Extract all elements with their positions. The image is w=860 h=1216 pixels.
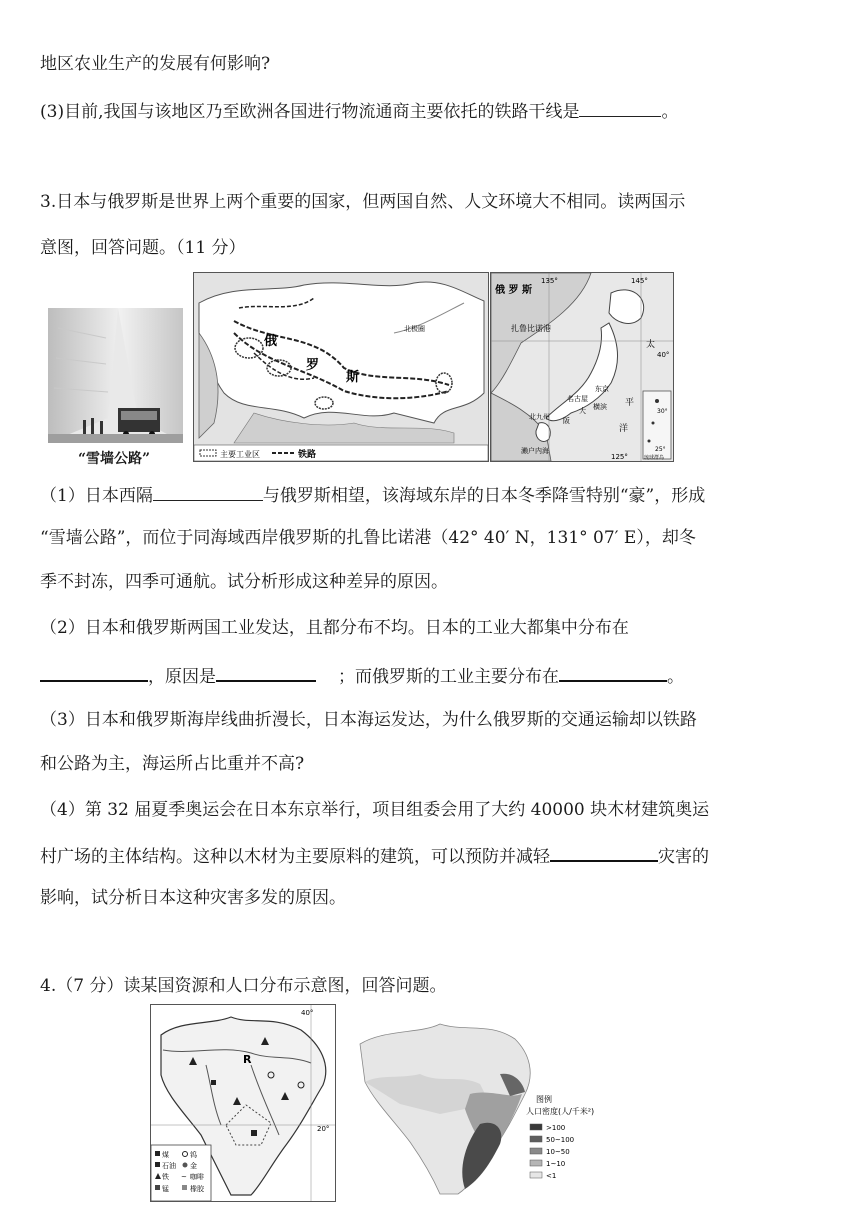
svg-text:~: ~	[181, 1173, 187, 1181]
question-3-part-2-cont	[40, 662, 684, 689]
question-3-part-3: （3）日本和俄罗斯海岸线曲折漫长，日本海运发达，为什么俄罗斯的交通运输却以铁路	[40, 710, 697, 730]
text-segment: 。	[667, 667, 684, 687]
map-label: 斯	[346, 370, 360, 385]
russia-map	[193, 272, 489, 462]
inset-label: 琉球群岛	[644, 455, 665, 461]
text-segment: 与俄罗斯相望，该海域东岸的日本冬季降雪特别“豪”，形成	[262, 486, 706, 506]
population-density-drawing	[340, 1004, 610, 1200]
text-segment: ，原因是	[148, 667, 216, 687]
legend-industry-label: 主要工业区	[220, 450, 260, 459]
legend-item: 金	[190, 1162, 197, 1170]
snow-wall-caption: “雪墙公路”	[78, 451, 151, 467]
answer-blank[interactable]	[559, 662, 667, 682]
brazil-resource-drawing	[151, 1005, 335, 1201]
answer-blank[interactable]	[153, 482, 263, 501]
text-segment: （1）日本西隔	[40, 486, 153, 506]
question-3-subquestion	[40, 98, 678, 124]
question-3-title: 3.日本与俄罗斯是世界上两个重要的国家，但两国自然、人文环境大不相同。读两国示	[40, 192, 686, 212]
text-line: “雪墙公路”，而位于同海域西岸俄罗斯的扎鲁比诺港（42° 40′ N，131° 07′ E），却冬	[40, 528, 696, 548]
answer-blank[interactable]	[579, 98, 661, 117]
map-label: 俄	[264, 334, 278, 349]
legend-item: 咖啡	[190, 1173, 204, 1181]
map-label: 横滨	[593, 403, 607, 411]
density-swatch	[530, 1148, 542, 1154]
legend-item: 煤	[162, 1151, 169, 1159]
density-swatch	[530, 1124, 542, 1130]
latitude-label: 20°	[317, 1125, 330, 1133]
text-segment: 灾害的	[658, 847, 709, 867]
arctic-circle-label: 北极圈	[404, 325, 425, 333]
density-legend-subtitle: 人口密度(人/千米²)	[526, 1107, 595, 1116]
longitude-label: 40°	[301, 1009, 314, 1017]
map-label: 罗	[306, 358, 320, 373]
map-label: 大	[579, 407, 586, 415]
legend-item: 锰	[162, 1185, 169, 1193]
latitude-label: 30°	[657, 408, 668, 415]
text-line: 影响，试分析日本这种灾害多发的原因。	[40, 888, 346, 908]
answer-blank[interactable]	[216, 662, 316, 682]
legend-item: 铁	[162, 1173, 169, 1181]
snow-wall-image	[48, 308, 183, 443]
question-3-part-2: （2）日本和俄罗斯两国工业发达，且都分布不均。日本的工业大都集中分布在	[40, 618, 629, 638]
latitude-label: 25°	[655, 446, 666, 453]
japan-map	[490, 272, 674, 462]
density-swatch	[530, 1136, 542, 1142]
density-swatch-label: <1	[546, 1172, 557, 1180]
map-label: 阪	[563, 417, 570, 425]
answer-blank[interactable]	[550, 842, 658, 862]
text-line: 季不封冻，四季可通航。试分析形成这种差异的原因。	[40, 572, 448, 592]
snow-wall-photo	[48, 308, 183, 443]
density-swatch-label: 1~10	[546, 1160, 566, 1168]
population-density-map	[340, 1004, 610, 1200]
density-swatch	[530, 1160, 542, 1166]
text-segment: ；而俄罗斯的工业主要分布在	[338, 667, 559, 687]
text-segment: (3)目前,我国与该地区乃至欧洲各国进行物流通商主要依托的铁路干线是	[40, 102, 580, 122]
map-label: 平	[625, 398, 635, 408]
map-point-R: R	[243, 1053, 252, 1066]
question-3-part-4: （4）第 32 届夏季奥运会在日本东京举行，项目组委会用了大约 40000 块木材建筑奥运	[40, 800, 710, 820]
density-swatch-label: >100	[546, 1124, 566, 1132]
answer-blank[interactable]	[40, 662, 148, 682]
text-segment: 。	[661, 102, 679, 122]
density-legend-title: 图例	[536, 1095, 552, 1104]
question-3-part-4-cont	[40, 842, 709, 869]
russia-map-drawing	[194, 273, 488, 461]
question-4-title: 4.（7 分）读某国资源和人口分布示意图，回答问题。	[40, 976, 447, 996]
question-3-title-cont: 意图，回答问题。（11 分）	[40, 238, 246, 258]
map-label: 太	[646, 340, 656, 350]
question-3-part-1	[40, 482, 705, 508]
map-label: 洋	[619, 424, 629, 434]
text-line: 和公路为主，海运所占比重并不高?	[40, 754, 305, 774]
map-label: 俄 罗 斯	[495, 285, 532, 296]
density-swatch	[530, 1172, 542, 1178]
legend-item: 钨	[190, 1151, 197, 1159]
density-swatch-label: 10~50	[546, 1148, 570, 1156]
map-label: 东京	[595, 385, 609, 393]
legend-item: 石油	[162, 1162, 176, 1170]
map-label: 北九州	[529, 413, 550, 421]
longitude-label: 125°	[611, 453, 628, 461]
longitude-label: 145°	[631, 277, 648, 285]
text-line: 地区农业生产的发展有何影响?	[40, 54, 271, 74]
text-segment: 村广场的主体结构。这种以木材为主要原料的建筑，可以预防并减轻	[40, 847, 550, 867]
latitude-label: 40°	[657, 351, 670, 359]
brazil-resource-map	[150, 1004, 336, 1202]
longitude-label: 135°	[541, 277, 558, 285]
legend-rail-label: 铁路	[298, 450, 317, 460]
japan-map-drawing	[491, 273, 673, 461]
density-legend-swatches	[530, 1124, 574, 1180]
density-swatch-label: 50~100	[546, 1136, 575, 1144]
map-label: 濑户内海	[521, 447, 549, 455]
map-label: 名古屋	[567, 395, 588, 403]
legend-item: 橡胶	[190, 1185, 204, 1193]
map-label: 扎鲁比诺港	[511, 324, 551, 333]
